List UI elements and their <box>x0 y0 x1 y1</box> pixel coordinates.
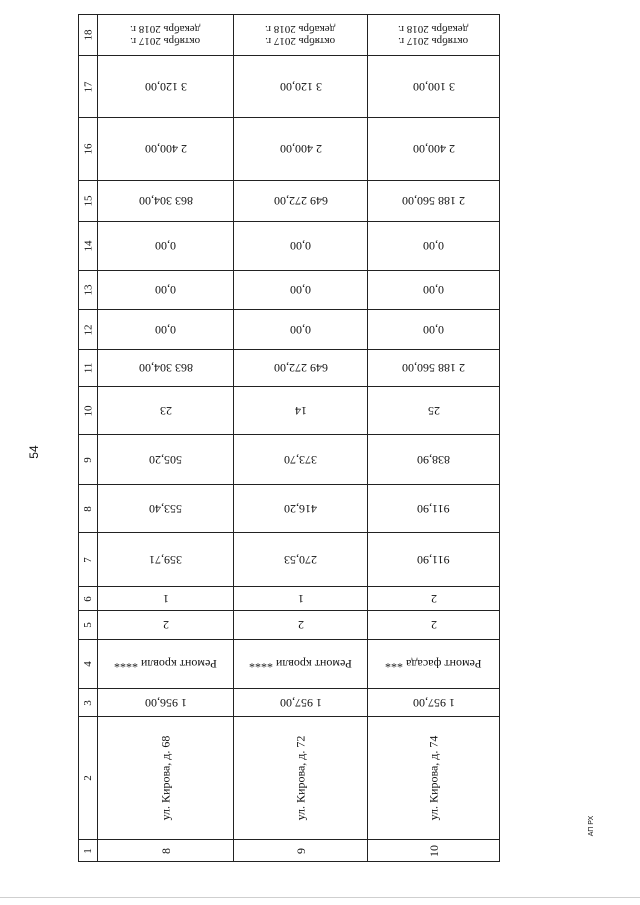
value-cell <box>97 181 233 221</box>
header-cell-15 <box>79 181 97 221</box>
cell-value: 2 <box>430 591 437 606</box>
cell-value: 270,53 <box>284 552 317 567</box>
cell-value: 553,40 <box>149 501 182 516</box>
work-type: Ремонт фасада *** <box>385 657 482 671</box>
header-cell-9 <box>79 435 97 484</box>
cell-value: 359,71 <box>149 552 182 567</box>
period-cell <box>367 15 499 55</box>
cell-value: 0,00 <box>290 239 311 253</box>
work-type-cell <box>367 640 499 688</box>
value-cell <box>233 485 367 532</box>
cell-value: 2 188 560,00 <box>402 194 465 208</box>
value-cell <box>367 222 499 270</box>
cell-value: 649 272,00 <box>273 194 328 208</box>
cell-value: 0,00 <box>423 283 444 297</box>
table-row-col-15 <box>79 181 499 222</box>
value-cell <box>233 222 367 270</box>
value-cell <box>97 310 233 349</box>
year-cell <box>97 689 233 716</box>
cell-value: 416,20 <box>284 501 317 516</box>
table-row-col-18 <box>79 15 499 56</box>
row-number: 8 <box>158 847 173 854</box>
table-row-col-11 <box>79 350 499 387</box>
address: ул. Кирова, д. 72 <box>293 735 308 821</box>
table-row-col-10 <box>79 387 499 435</box>
cell-value: 3 120,00 <box>144 79 187 94</box>
cell-value: 505,20 <box>149 452 182 467</box>
cell-value: 863 304,00 <box>138 194 193 208</box>
cell-value: 0,00 <box>290 283 311 297</box>
header-cell-3 <box>79 689 97 716</box>
row-number: 10 <box>426 844 441 857</box>
cell-value: 649 272,00 <box>273 361 328 375</box>
value-cell <box>367 587 499 610</box>
header-cell-11 <box>79 350 97 386</box>
column-number: 2 <box>82 775 94 781</box>
period-start: октябрь 2017 г. <box>130 35 201 47</box>
address-cell <box>367 717 499 839</box>
value-cell <box>97 350 233 386</box>
header-cell-6 <box>79 587 97 610</box>
value-cell <box>97 271 233 309</box>
period-cell <box>97 15 233 55</box>
table-row-col-1 <box>79 840 499 861</box>
cell-value: 373,70 <box>284 452 317 467</box>
value-cell <box>367 387 499 434</box>
header-cell-4 <box>79 640 97 688</box>
column-number: 10 <box>82 405 94 416</box>
table-row-col-6 <box>79 587 499 611</box>
column-number: 3 <box>82 699 94 706</box>
column-number: 11 <box>82 362 94 374</box>
cell-value: 0,00 <box>155 239 176 253</box>
period-end: декабрь 2018 г. <box>398 23 469 35</box>
value-cell <box>97 56 233 117</box>
header-cell-2 <box>79 717 97 839</box>
value-cell <box>97 435 233 484</box>
work-type-cell <box>233 640 367 688</box>
value-cell <box>233 118 367 180</box>
value-cell <box>367 181 499 221</box>
cell-value: 1 <box>297 591 304 606</box>
table-row-col-17 <box>79 56 499 118</box>
cell-value: 838,90 <box>417 452 450 467</box>
cell-value: 0,00 <box>155 322 176 337</box>
table-row-col-16 <box>79 118 499 181</box>
cell-value: 911,90 <box>417 501 450 516</box>
value-cell <box>233 435 367 484</box>
data-table <box>78 14 500 862</box>
cell-value: 25 <box>427 403 440 418</box>
cell-value: 911,90 <box>417 552 450 567</box>
value-cell <box>97 587 233 610</box>
column-number: 8 <box>82 505 94 512</box>
address: ул. Кирова, д. 74 <box>426 735 441 821</box>
value-cell <box>367 118 499 180</box>
table-row-col-3 <box>79 689 499 717</box>
cell-value: 2 <box>162 618 169 632</box>
value-cell <box>97 533 233 586</box>
value-cell <box>233 181 367 221</box>
table-row-col-7 <box>79 533 499 587</box>
header-cell-13 <box>79 271 97 309</box>
column-number: 9 <box>82 456 94 463</box>
table-row-col-13 <box>79 271 499 310</box>
header-cell-12 <box>79 310 97 349</box>
cell-value: 1 <box>162 591 169 606</box>
value-cell <box>367 310 499 349</box>
value-cell <box>97 387 233 434</box>
table-row-col-5 <box>79 611 499 640</box>
row-number-cell <box>233 840 367 861</box>
value-cell <box>97 485 233 532</box>
cell-value: 2 400,00 <box>279 142 322 156</box>
cell-value: 0,00 <box>423 239 444 253</box>
period-cell <box>233 15 367 55</box>
cell-value: 0,00 <box>290 322 311 337</box>
value-cell <box>367 485 499 532</box>
column-number: 16 <box>82 143 94 155</box>
cell-value: 1 957,00 <box>279 695 322 710</box>
value-cell <box>367 56 499 117</box>
address-cell <box>233 717 367 839</box>
value-cell <box>233 350 367 386</box>
period-end: декабрь 2018 г. <box>130 23 201 35</box>
column-number: 14 <box>82 240 94 252</box>
value-cell <box>367 350 499 386</box>
value-cell <box>233 611 367 639</box>
value-cell <box>233 310 367 349</box>
year-cell <box>233 689 367 716</box>
value-cell <box>233 587 367 610</box>
header-cell-5 <box>79 611 97 639</box>
period-start: октябрь 2017 г. <box>265 35 336 47</box>
value-cell <box>367 611 499 639</box>
header-cell-8 <box>79 485 97 532</box>
column-number: 18 <box>82 29 94 41</box>
cell-value: 0,00 <box>423 322 444 337</box>
row-number: 9 <box>293 847 308 854</box>
value-cell <box>97 222 233 270</box>
value-cell <box>97 118 233 180</box>
column-number: 5 <box>82 622 94 628</box>
cell-value: 3 120,00 <box>279 79 322 94</box>
column-number: 6 <box>82 595 94 602</box>
page-number: 54 <box>27 445 41 459</box>
cell-value: 2 188 560,00 <box>402 361 465 375</box>
column-number: 15 <box>82 195 94 207</box>
cell-value: 2 <box>430 618 437 632</box>
cell-value: 23 <box>159 403 172 418</box>
column-number: 7 <box>82 556 94 563</box>
cell-value: 2 <box>297 618 304 632</box>
work-type: Ремонт кровли **** <box>114 657 217 671</box>
period-end: декабрь 2018 г. <box>265 23 336 35</box>
value-cell <box>233 533 367 586</box>
cell-value: 863 304,00 <box>138 361 193 375</box>
address-cell <box>97 717 233 839</box>
column-number: 12 <box>82 324 94 335</box>
cell-value: 0,00 <box>155 283 176 297</box>
address: ул. Кирова, д. 68 <box>158 735 173 821</box>
value-cell <box>97 611 233 639</box>
value-cell <box>233 387 367 434</box>
header-cell-14 <box>79 222 97 270</box>
column-number: 4 <box>82 661 94 667</box>
cell-value: 2 400,00 <box>412 142 455 156</box>
table-row-col-9 <box>79 435 499 485</box>
value-cell <box>367 435 499 484</box>
header-cell-1 <box>79 840 97 861</box>
cell-value: 3 100,00 <box>412 79 455 94</box>
work-type-cell <box>97 640 233 688</box>
column-number: 13 <box>82 284 94 296</box>
cell-value: 2 400,00 <box>144 142 187 156</box>
table-row-col-8 <box>79 485 499 533</box>
page-bottom-divider <box>0 897 640 898</box>
value-cell <box>233 271 367 309</box>
column-number: 17 <box>82 81 94 92</box>
header-cell-17 <box>79 56 97 117</box>
header-cell-7 <box>79 533 97 586</box>
value-cell <box>367 271 499 309</box>
row-number-cell <box>97 840 233 861</box>
work-type: Ремонт кровли **** <box>249 657 352 671</box>
year-cell <box>367 689 499 716</box>
header-cell-10 <box>79 387 97 434</box>
cell-value: 1 956,00 <box>144 695 187 710</box>
value-cell <box>233 56 367 117</box>
header-cell-16 <box>79 118 97 180</box>
value-cell <box>367 533 499 586</box>
period-start: октябрь 2017 г. <box>398 35 469 47</box>
table-row-col-2 <box>79 717 499 840</box>
header-cell-18 <box>79 15 97 55</box>
column-number: 1 <box>82 847 94 854</box>
row-number-cell <box>367 840 499 861</box>
table-row-col-14 <box>79 222 499 271</box>
table-row-col-12 <box>79 310 499 350</box>
footer-mark: АП РХ <box>588 815 595 837</box>
cell-value: 14 <box>294 403 307 418</box>
cell-value: 1 957,00 <box>412 695 455 710</box>
table-row-col-4 <box>79 640 499 689</box>
